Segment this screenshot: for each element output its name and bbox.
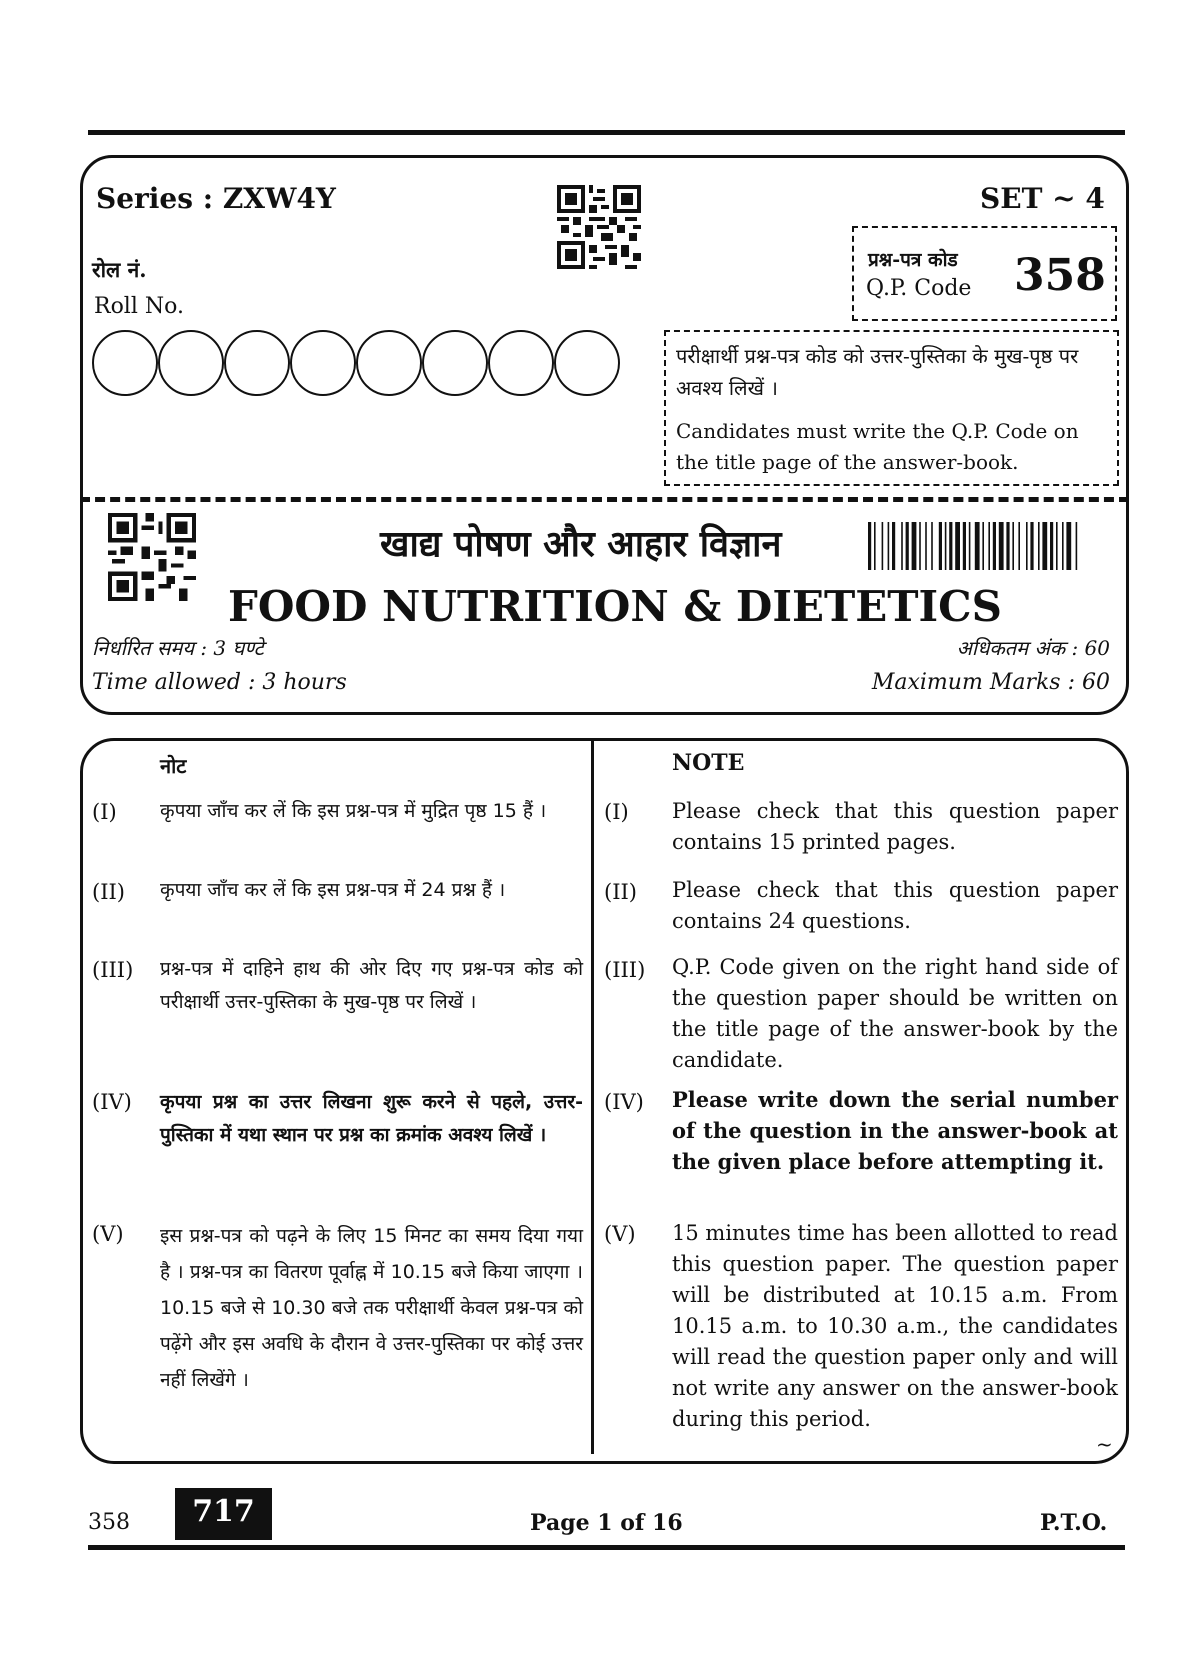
roll-no-hindi: रोल नं.: [92, 257, 147, 282]
qp-code-label: Q.P. Code: [866, 276, 972, 301]
note-text: Q.P. Code given on the right hand side of the question paper should be written on the title page of the answer-book by the candidate.: [672, 955, 1118, 1072]
time-allowed-hindi: निर्धारित समय : 3 घण्टे: [92, 636, 264, 660]
note-text: Please write down the serial number of the question in the answer-book at the given place before attempting it.: [672, 1087, 1118, 1174]
bottom-rule: [88, 1545, 1125, 1550]
max-marks-hindi: अधिकतम अंक : 60: [956, 636, 1110, 660]
note-text-hindi: इस प्रश्न-पत्र को पढ़ने के लिए 15 मिनट का समय दिया गया है । प्रश्न-पत्र का वितरण पूर्वाह्न में 10.15 बजे किया जाएगा । 10.15 बजे से 10.30 बजे तक परीक्षार्थी केवल प्रश्न-पत्र को पढ़ेंगे और इस अवधि के दौरान वे उत्तर-पुस्तिका पर कोई उत्तर नहीं लिखेंगे ।: [160, 1225, 583, 1391]
subject-title-hindi: खाद्य पोषण और आहार विज्ञान: [380, 524, 782, 565]
series-label: Series : ZXW4Y: [96, 182, 336, 215]
roll-no-boxes: [92, 330, 632, 398]
note-text-hindi: कृपया जाँच कर लें कि इस प्रश्न-पत्र में मुद्रित पृष्ठ 15 हैं ।: [160, 800, 547, 822]
roll-no-digit-box[interactable]: [356, 330, 422, 396]
max-marks: Maximum Marks : 60: [871, 670, 1110, 695]
set-label: SET ~ 4: [980, 182, 1105, 215]
roll-no-digit-box[interactable]: [290, 330, 356, 396]
note-number: (IV): [92, 1090, 132, 1114]
footer-box-number: 717: [175, 1488, 272, 1540]
time-allowed: Time allowed : 3 hours: [92, 670, 347, 695]
note-number: (II): [92, 880, 125, 904]
note-number: (V): [92, 1222, 124, 1246]
tilde-mark: ~: [1096, 1432, 1113, 1456]
column-divider: [591, 740, 594, 1454]
note-text-hindi: कृपया जाँच कर लें कि इस प्रश्न-पत्र में 24 प्रश्न हैं ।: [160, 879, 506, 901]
roll-no-digit-box[interactable]: [488, 330, 554, 396]
page-number: Page 1 of 16: [530, 1510, 683, 1536]
note-number: (I): [92, 800, 117, 824]
qr-code-icon: [557, 185, 641, 269]
barcode-icon: [868, 522, 1112, 570]
qp-code-value: 358: [1014, 250, 1106, 301]
note-number: (IV): [604, 1090, 644, 1114]
pto-label: P.T.O.: [1040, 1510, 1108, 1536]
top-rule: [88, 130, 1125, 135]
note-number: (I): [604, 800, 629, 824]
roll-no-digit-box[interactable]: [92, 330, 158, 396]
note-text: 15 minutes time has been allotted to read this question paper. The question paper will be distributed at 10.15 a.m. From 10.15 a.m. to 10.30 a.m., the candidates will read the question paper only and will not write any answer on the answer-book during this period.: [672, 1221, 1118, 1431]
note-title: NOTE: [672, 750, 745, 776]
note-text: Please check that this question paper contains 15 printed pages.: [672, 799, 1118, 854]
note-number: (V): [604, 1222, 636, 1246]
footer-code: 358: [88, 1510, 130, 1535]
roll-no-digit-box[interactable]: [422, 330, 488, 396]
note-number: (II): [604, 880, 637, 904]
note-text-hindi: प्रश्न-पत्र में दाहिने हाथ की ओर दिए गए प्रश्न-पत्र कोड को परीक्षार्थी उत्तर-पुस्तिका के मुख-पृष्ठ पर लिखें ।: [160, 958, 583, 1013]
roll-no-digit-box[interactable]: [224, 330, 290, 396]
qr-code-icon: [108, 513, 196, 601]
roll-no-digit-box[interactable]: [554, 330, 620, 396]
instruction-english: Candidates must write the Q.P. Code on the title page of the answer-book.: [676, 419, 1079, 474]
note-text: Please check that this question paper contains 24 questions.: [672, 878, 1118, 933]
instruction-hindi: परीक्षार्थी प्रश्न-पत्र कोड को उत्तर-पुस्तिका के मुख-पृष्ठ पर अवश्य लिखें ।: [676, 344, 1079, 400]
qp-code-label-hindi: प्रश्न-पत्र कोड: [868, 249, 958, 271]
note-number: (III): [92, 958, 134, 982]
roll-no-label: Roll No.: [94, 294, 184, 319]
note-text-hindi: कृपया प्रश्न का उत्तर लिखना शुरू करने से पहले, उत्तर-पुस्तिका में यथा स्थान पर प्रश्न का क्रमांक अवश्य लिखें ।: [160, 1091, 583, 1146]
note-title-hindi: नोट: [160, 754, 187, 778]
subject-title: FOOD NUTRITION & DIETETICS: [228, 582, 1002, 631]
roll-no-digit-box[interactable]: [158, 330, 224, 396]
header-divider: [80, 497, 1129, 502]
note-number: (III): [604, 958, 646, 982]
